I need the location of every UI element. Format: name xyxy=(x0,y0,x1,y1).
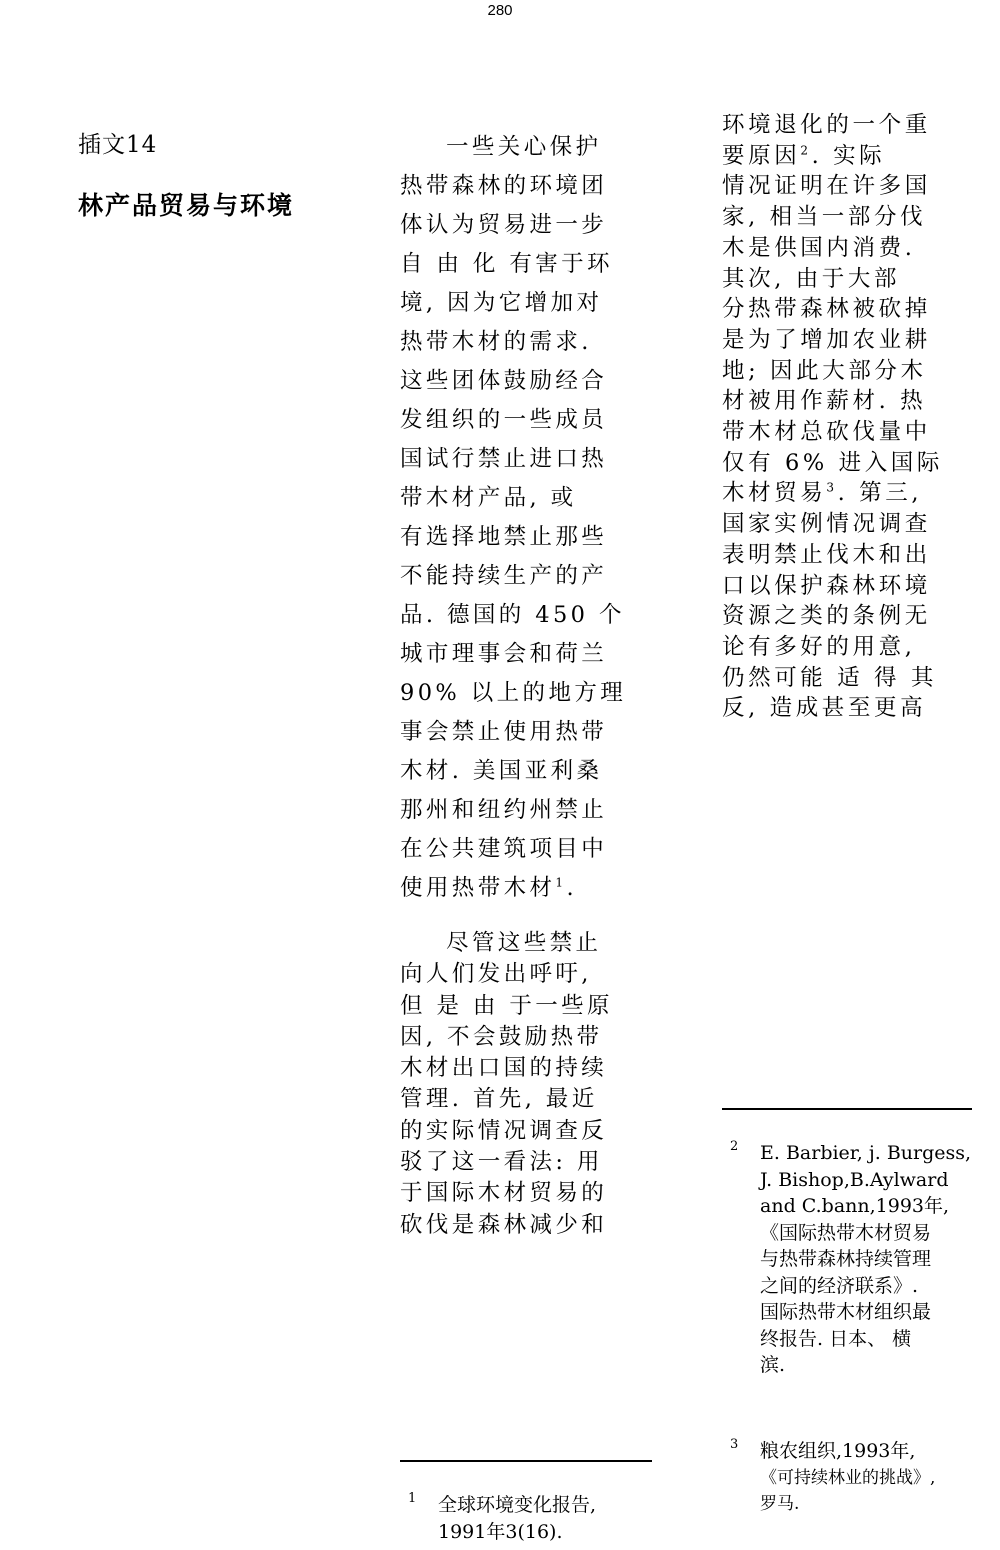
text-fragment: 要原因 xyxy=(722,142,801,169)
paragraph-2 xyxy=(400,928,632,1241)
text-line xyxy=(722,141,957,172)
text-line: 砍伐是森林减少和 xyxy=(400,1211,608,1238)
text-line: 向人们发出呼吁, xyxy=(400,961,592,988)
text-line: 热带森林的环境团 xyxy=(400,173,608,199)
footnote-line: 滨. xyxy=(760,1354,786,1376)
text-line: 仅有 6% 进入国际 xyxy=(722,449,943,476)
footnote-3 xyxy=(730,1437,936,1518)
text-line: 自 由 化 有害于环 xyxy=(400,251,613,277)
text-line: 论有多好的用意, xyxy=(722,633,916,660)
text-line: 热带木材的需求. xyxy=(400,329,592,355)
text-fragment: . 实际 xyxy=(811,142,886,169)
text-fragment: . xyxy=(566,875,578,901)
text-line xyxy=(400,869,632,908)
text-line: 表明禁止伐木和出 xyxy=(722,541,931,568)
footnote-line: 与热带森林持续管理 xyxy=(760,1248,932,1270)
text-line: 带木材总砍伐量中 xyxy=(722,419,931,446)
text-line: 品. 德国的 450 个 xyxy=(400,602,625,628)
text-line: 家, 相当一部分伐 xyxy=(722,204,927,231)
text-line: 带木材产品, 或 xyxy=(400,485,577,511)
text-line: 但 是 由 于一些原 xyxy=(400,992,613,1019)
footnote-line: E. Barbier, j. Burgess, xyxy=(760,1142,972,1164)
text-line: 资源之类的条例无 xyxy=(722,603,931,630)
text-line: 情况证明在许多国 xyxy=(722,173,931,200)
text-line: 是为了增加农业耕 xyxy=(722,326,931,353)
text-line: 不能持续生产的产 xyxy=(400,563,608,589)
text-line: 驳了这一看法: 用 xyxy=(400,1149,603,1176)
text-line: 尽管这些禁止 xyxy=(446,930,602,956)
text-line: 在公共建筑项目中 xyxy=(400,836,608,862)
box-title: 林产品贸易与环境 xyxy=(78,191,295,220)
text-line: 环境退化的一个重 xyxy=(722,112,931,138)
text-line: 有选择地禁止那些 xyxy=(400,524,608,550)
footnote-line: 《国际热带木材贸易 xyxy=(760,1221,932,1244)
text-line: 发组织的一些成员 xyxy=(400,407,608,433)
text-line: 于国际木材贸易的 xyxy=(400,1180,608,1207)
text-line: 国家实例情况调查 xyxy=(722,511,931,538)
footnote-number: 2 xyxy=(730,1139,739,1154)
footnote-line: 终报告. 日本、 横 xyxy=(760,1327,912,1350)
text-line: 口以保护森林环境 xyxy=(722,572,931,599)
footnote-line: J. Bishop,B.Aylward xyxy=(760,1168,949,1191)
text-line: 90% 以上的地方理 xyxy=(400,680,627,706)
box-label: 插文14 xyxy=(78,132,158,158)
footnote-line: 之间的经济联系》. xyxy=(760,1274,919,1297)
text-fragment: . 第三, xyxy=(837,480,923,507)
footnote-line: 罗马. xyxy=(760,1494,800,1514)
text-line xyxy=(722,478,957,509)
text-line: 反, 造成甚至更高 xyxy=(722,695,927,722)
text-line: 体认为贸易进一步 xyxy=(400,212,608,238)
footnote-ref-2[interactable]: 2 xyxy=(800,143,812,158)
footnote-1 xyxy=(408,1491,597,1545)
text-line: 事会禁止使用热带 xyxy=(400,719,608,745)
text-line: 一些关心保护 xyxy=(446,134,602,160)
footnote-line: 《可持续林业的挑战》, xyxy=(760,1467,936,1488)
text-line: 分热带森林被砍掉 xyxy=(722,296,931,323)
text-fragment: 使用热带木材 xyxy=(400,875,556,901)
right-column xyxy=(722,110,957,724)
footnote-ref-1[interactable]: 1 xyxy=(555,875,567,890)
footnote-line: 国际热带木材组织最 xyxy=(760,1301,932,1323)
footnote-line: 粮农组织,1993年, xyxy=(760,1440,916,1462)
text-line: 其次, 由于大部 xyxy=(722,265,901,292)
middle-column xyxy=(400,128,632,1241)
footnote-divider-middle xyxy=(400,1460,652,1462)
text-line: 城市理事会和荷兰 xyxy=(400,641,608,667)
text-line: 仍然可能 适 得 其 xyxy=(722,664,937,691)
text-line: 木材出口国的持续 xyxy=(400,1055,608,1082)
text-line: 那州和纽约州禁止 xyxy=(400,797,608,823)
text-line: 材被用作薪材. 热 xyxy=(722,388,927,415)
text-line: 的实际情况调查反 xyxy=(400,1117,608,1144)
text-line: 这些团体鼓励经合 xyxy=(400,368,608,394)
footnote-number: 3 xyxy=(730,1437,739,1452)
text-line: 木是供国内消费. xyxy=(722,234,916,261)
text-fragment: 木材贸易 xyxy=(722,480,827,507)
text-line: 国试行禁止进口热 xyxy=(400,446,608,472)
footnote-ref-3[interactable]: 3 xyxy=(826,480,838,495)
footnote-line: 1991年3(16). xyxy=(438,1520,563,1543)
text-line: 地; 因此大部分木 xyxy=(722,357,927,384)
text-line: 境, 因为它增加对 xyxy=(400,290,603,316)
text-line: 因, 不会鼓励热带 xyxy=(400,1023,603,1050)
paragraph-1 xyxy=(400,128,632,908)
text-line: 管理. 首先, 最近 xyxy=(400,1086,598,1113)
footnote-divider-right xyxy=(722,1108,972,1110)
text-line: 木材. 美国亚利桑 xyxy=(400,758,603,784)
page-number: 280 xyxy=(487,2,513,19)
footnote-2 xyxy=(730,1139,972,1379)
footnote-line: 全球环境变化报告, xyxy=(438,1494,597,1516)
footnote-line: and C.bann,1993年, xyxy=(760,1195,950,1217)
footnote-number: 1 xyxy=(408,1491,417,1506)
